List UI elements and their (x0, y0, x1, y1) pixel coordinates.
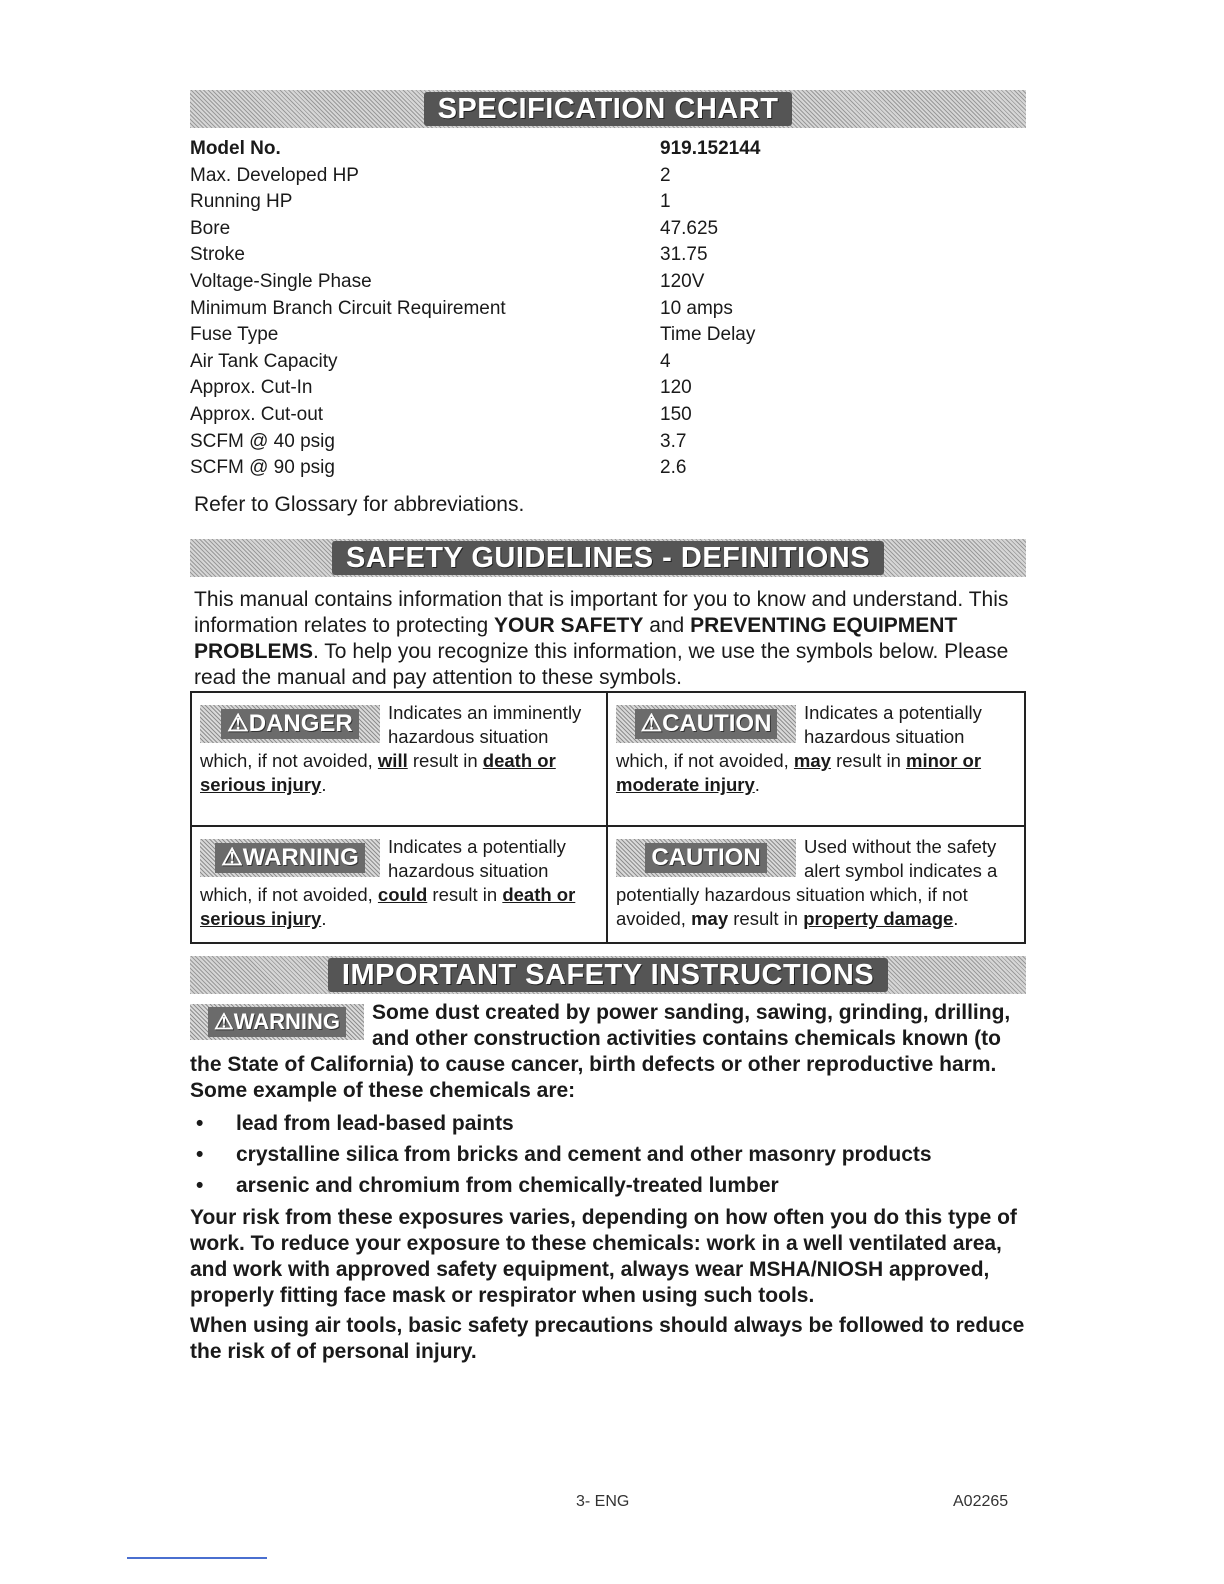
intro-text-2: and (643, 613, 691, 637)
caution-plain-signal-icon: CAUTION (616, 839, 796, 877)
spec-label: Max. Developed HP (190, 164, 359, 186)
important-safety-banner (190, 956, 1026, 994)
danger-definition: ⚠DANGER Indicates an imminently hazardous situation which, if not avoided, will result in death or serious injury. (192, 693, 608, 827)
spec-value: 4 (660, 350, 671, 372)
spec-value: 3.7 (660, 430, 687, 452)
spec-label: SCFM @ 40 psig (190, 430, 335, 452)
spec-row (190, 163, 1026, 190)
spec-label: Fuse Type (190, 324, 279, 346)
intro-bold-2: PREVENTING EQUIPMENT PROBLEMS (194, 613, 958, 663)
chemical-list-item: • arsenic and chromium from chemically-treated lumber (190, 1170, 1026, 1201)
caution-definition: ⚠CAUTION Indicates a potentially hazardous situation which, if not avoided, may result in minor or moderate injury. (608, 693, 1024, 827)
spec-row (190, 189, 1026, 216)
warning-definition: ⚠WARNING Indicates a potentially hazardous situation which, if not avoided, could result in death or serious injury. (192, 827, 608, 942)
spec-rows (190, 163, 1026, 482)
spec-value: 120V (660, 270, 705, 292)
spec-value: 2.6 (660, 457, 687, 479)
intro-paragraph (194, 587, 1026, 691)
spec-header-row (190, 136, 1026, 163)
manual-page (190, 90, 1026, 1365)
important-safety-title: IMPORTANT SAFETY INSTRUCTIONS (328, 958, 888, 992)
document-code: A02265 (953, 1493, 1009, 1510)
california-warning (190, 1000, 1026, 1365)
caution-plain-definition: CAUTION Used without the safety alert symbol indicates a potentially hazardous situation which, if not avoided, may result in property damage. (616, 835, 998, 929)
spec-label: Running HP (190, 191, 293, 213)
safety-guidelines-title: SAFETY GUIDELINES - DEFINITIONS (332, 541, 884, 575)
warning-lead-text: Some dust created by power sanding, sawing, grinding, drilling, and other construction activities contains chemicals known (to the State of California) to cause cancer, birth defects or other reproductive harm. Some example of these chemicals are: (190, 1000, 1011, 1102)
spec-row (190, 429, 1026, 456)
chemical-list-item: • lead from lead-based paints (190, 1108, 1026, 1139)
spec-value: 47.625 (660, 217, 719, 239)
spec-header-label: Model No. (190, 138, 281, 159)
glossary-note: Refer to Glossary for abbreviations. (194, 492, 525, 516)
exposure-paragraph: Your risk from these exposures varies, depending on how often you do this type of work. To reduce your exposure to these chemicals: work in a well ventilated area, and work with approved safety equipment, always wear MSHA/NIOSH approved, properly fitting face mask or respirator when using such tools. (190, 1205, 1017, 1307)
spec-value: 31.75 (660, 244, 708, 266)
spec-row (190, 375, 1026, 402)
air-tools-paragraph: When using air tools, basic safety precautions should always be followed to reduce the risk of of personal injury. (190, 1313, 1025, 1363)
spec-row (190, 402, 1026, 429)
page-number: 3- ENG (576, 1493, 630, 1510)
spec-header-value: 919.152144 (660, 138, 761, 159)
spec-row (190, 296, 1026, 323)
spec-label: Air Tank Capacity (190, 350, 338, 372)
spec-row (190, 455, 1026, 482)
warning-signal-icon: ⚠WARNING (200, 839, 380, 877)
chemical-list (190, 1108, 1026, 1201)
spec-label: Minimum Branch Circuit Requirement (190, 297, 506, 319)
spec-row (190, 349, 1026, 376)
intro-text-3: . To help you recognize this information, we use the symbols below. Please read the manual and pay attention to these symbols. (194, 639, 1009, 689)
spec-value: 1 (660, 191, 671, 213)
spec-row (190, 216, 1026, 243)
chemical-list-item: • crystalline silica from bricks and cement and other masonry products (190, 1139, 1026, 1170)
spec-value: 150 (660, 403, 692, 425)
spec-row (190, 322, 1026, 349)
spec-row (190, 269, 1026, 296)
spec-value: Time Delay (660, 324, 756, 346)
spec-chart-title: SPECIFICATION CHART (424, 92, 793, 126)
spec-label: SCFM @ 90 psig (190, 457, 335, 479)
spec-value: 10 amps (660, 297, 733, 319)
spec-label: Bore (190, 217, 231, 239)
spec-value: 2 (660, 164, 671, 186)
spec-chart-banner (190, 90, 1026, 128)
spec-label: Stroke (190, 244, 245, 266)
safety-guidelines-banner (190, 539, 1026, 577)
bottom-rule (127, 1557, 267, 1559)
caution-signal-icon: ⚠CAUTION (616, 705, 796, 743)
definitions-grid (190, 691, 1026, 944)
intro-text-1: This manual contains information that is important for you to know and understand. This information relates to protecting (194, 587, 1009, 637)
spec-label: Approx. Cut-out (190, 403, 324, 425)
warning-signal-icon-2: ⚠WARNING (190, 1004, 364, 1040)
spec-label: Approx. Cut-In (190, 377, 313, 399)
spec-value: 120 (660, 377, 692, 399)
spec-label: Voltage-Single Phase (190, 270, 372, 292)
intro-bold-1: YOUR SAFETY (494, 613, 644, 637)
danger-signal-icon: ⚠DANGER (200, 705, 380, 743)
spec-table (190, 136, 1026, 482)
spec-row (190, 242, 1026, 269)
